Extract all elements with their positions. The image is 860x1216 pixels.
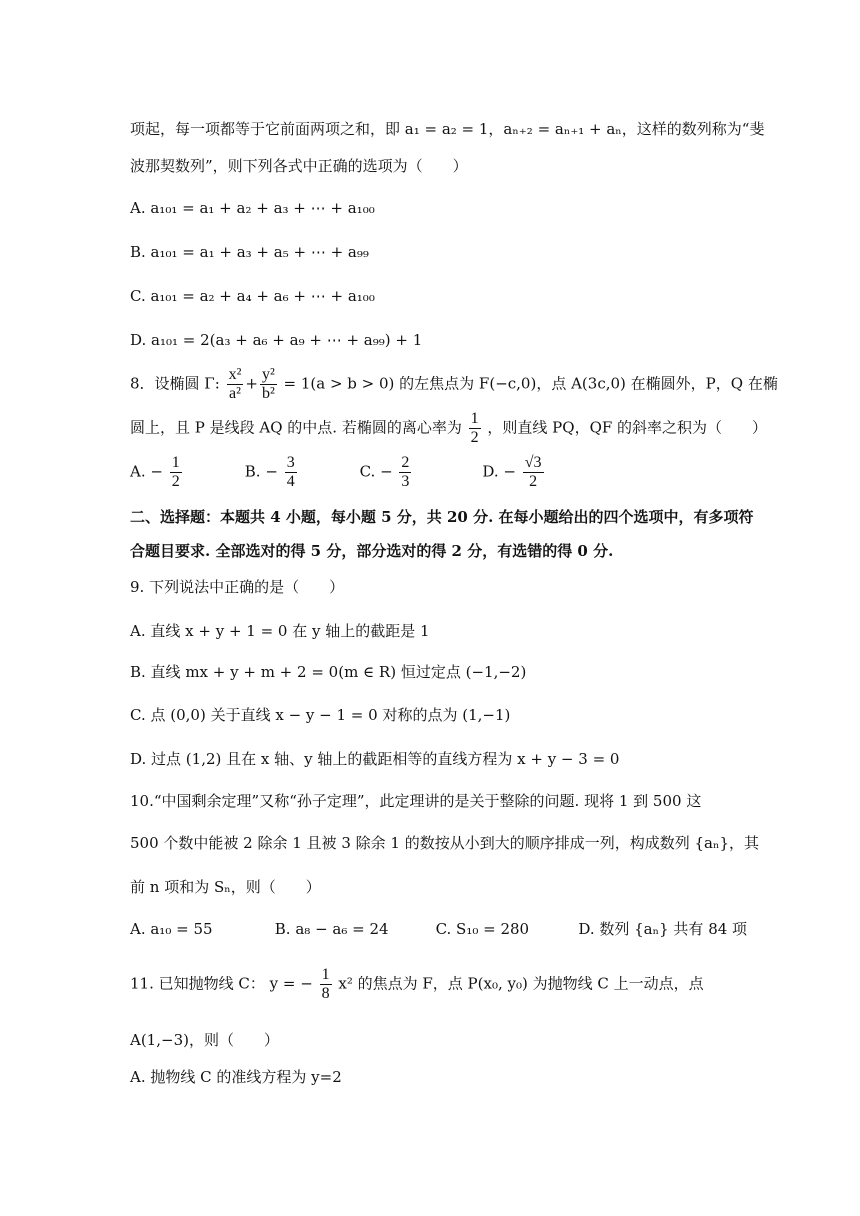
q10-option-d: D. 数列 {aₙ} 共有 84 项: [578, 920, 748, 938]
q7-option-d: D. a₁₀₁ = 2(a₃ + a₆ + a₉ + ⋯ + a₉₉) + 1: [130, 331, 423, 349]
frac-denominator: 8: [321, 985, 330, 1002]
q11-option-a: A. 抛物线 C 的准线方程为 y=2: [130, 1068, 342, 1086]
q10-stem-line2: 500 个数中能被 2 除余 1 且被 3 除余 1 的数按从小到大的顺序排成一列，构成数列 {aₙ}，其: [130, 834, 760, 852]
q9-option-d: D. 过点 (1,2) 且在 x 轴、y 轴上的截距相等的直线方程为 x + y − 3 = 0: [130, 750, 620, 768]
q11-prefix: 11. 已知抛物线 C： y = −: [130, 974, 313, 993]
q8-stem-line2: [130, 410, 820, 447]
q7-stem-line1: 项起，每一项都等于它前面两项之和，即 a₁ = a₂ = 1，aₙ₊₂ = aₙ₊₁ + aₙ，这样的数列称为“斐: [130, 120, 765, 138]
q8-stem-line1: 8．设椭圆 Γ: $\frac{\text{x²}}{\text{a²}}$ + $\frac{\text{y²}}{\text{b²}}$ = 1(a > b > 0) 的左焦点为 F(−c,0)，点 A(3c,0) 在椭圆外，P，Q 在椭: [130, 366, 778, 402]
fraction-one-half: [469, 410, 481, 447]
q8-option-a: [130, 454, 240, 491]
option-fraction: [399, 454, 411, 491]
q8-stem-tail: ，则直线 PQ，QF 的斜率之积为（ ）: [487, 418, 768, 437]
section-heading-line2: 合题目要求. 全部选对的得 5 分，部分选对的得 2 分，有选错的得 0 分.: [130, 542, 614, 560]
frac-numerator: √3: [524, 454, 542, 471]
q8-option-c: [360, 454, 478, 491]
frac-denominator: 2: [171, 473, 180, 490]
q10-option-a: A. a₁₀ = 55: [130, 920, 213, 938]
frac-denominator: 2: [470, 429, 479, 446]
frac-numerator: 1: [171, 454, 180, 471]
q9-option-b: B. 直线 mx + y + m + 2 = 0(m ∈ R) 恒过定点 (−1,−2): [130, 663, 527, 681]
frac-numerator: x²: [228, 366, 242, 383]
q8-options-row: [130, 454, 820, 491]
fraction-y2-over-b2: [260, 366, 277, 403]
option-sign: −: [265, 462, 278, 481]
frac-numerator: 1: [470, 410, 479, 427]
q8-option-d: [482, 454, 545, 491]
option-sign: −: [150, 462, 163, 481]
q11-stem-line2: A(1,−3)，则（ ）: [130, 1031, 279, 1049]
option-label: B.: [244, 462, 261, 481]
q7-option-a: A. a₁₀₁ = a₁ + a₂ + a₃ + ⋯ + a₁₀₀: [130, 199, 375, 217]
q7-option-c: C. a₁₀₁ = a₂ + a₄ + a₆ + ⋯ + a₁₀₀: [130, 287, 375, 305]
frac-denominator: 2: [529, 473, 538, 490]
q9-option-c: C. 点 (0,0) 关于直线 x − y − 1 = 0 对称的点为 (1,−1): [130, 706, 511, 724]
q11-stem-line1: [130, 966, 820, 1003]
q10-option-b: B. a₈ − a₆ = 24: [274, 920, 389, 938]
q10-option-c: C. S₁₀ = 280: [435, 920, 530, 938]
q7-option-b: B. a₁₀₁ = a₁ + a₃ + a₅ + ⋯ + a₉₉: [130, 243, 369, 261]
q9-option-a: A. 直线 x + y + 1 = 0 在 y 轴上的截距是 1: [130, 622, 430, 640]
option-label: D.: [482, 462, 499, 481]
frac-denominator: 3: [401, 473, 410, 490]
fraction-x2-over-a2: [227, 366, 244, 403]
frac-denominator: b²: [261, 385, 275, 402]
frac-numerator: y²: [261, 366, 275, 383]
option-fraction: [285, 454, 297, 491]
frac-denominator: a²: [229, 385, 241, 402]
option-label: A.: [130, 462, 146, 481]
section-heading-line1: 二、选择题：本题共 4 小题，每小题 5 分，共 20 分. 在每小题给出的四个选项中，有多项符: [130, 508, 754, 526]
frac-numerator: 2: [401, 454, 410, 471]
q8-prefix: 8．设椭圆 Γ:: [130, 374, 220, 393]
option-label: C.: [359, 462, 376, 481]
q8-stem-rest: = 1(a > b > 0) 的左焦点为 F(−c,0)，点 A(3c,0) 在椭圆外，P，Q 在椭: [283, 374, 778, 393]
q9-stem: 9. 下列说法中正确的是（ ）: [130, 578, 345, 596]
frac-numerator: 1: [321, 966, 330, 983]
frac-denominator: 4: [286, 473, 295, 490]
q11-stem-rest: x² 的焦点为 F，点 P(x₀, y₀) 为抛物线 C 上一动点，点: [338, 974, 704, 993]
q8-stem-part: 圆上，且 P 是线段 AQ 的中点. 若椭圆的离心率为: [130, 418, 462, 437]
option-fraction: [170, 454, 182, 491]
q8-option-b: [245, 454, 355, 491]
option-sign: −: [380, 462, 393, 481]
q10-stem-line1: 10.“中国剩余定理”又称“孙子定理”，此定理讲的是关于整除的问题. 现将 1 到 500 这: [130, 792, 702, 810]
q10-options-row: [130, 918, 820, 939]
frac-numerator: 3: [286, 454, 295, 471]
q7-stem-line2: 波那契数列”，则下列各式中正确的选项为（ ）: [130, 157, 468, 175]
option-fraction: [523, 454, 544, 491]
option-sign: −: [503, 462, 516, 481]
fraction-one-eighth: [320, 966, 332, 1003]
q10-stem-line3: 前 n 项和为 Sₙ，则（ ）: [130, 878, 321, 896]
